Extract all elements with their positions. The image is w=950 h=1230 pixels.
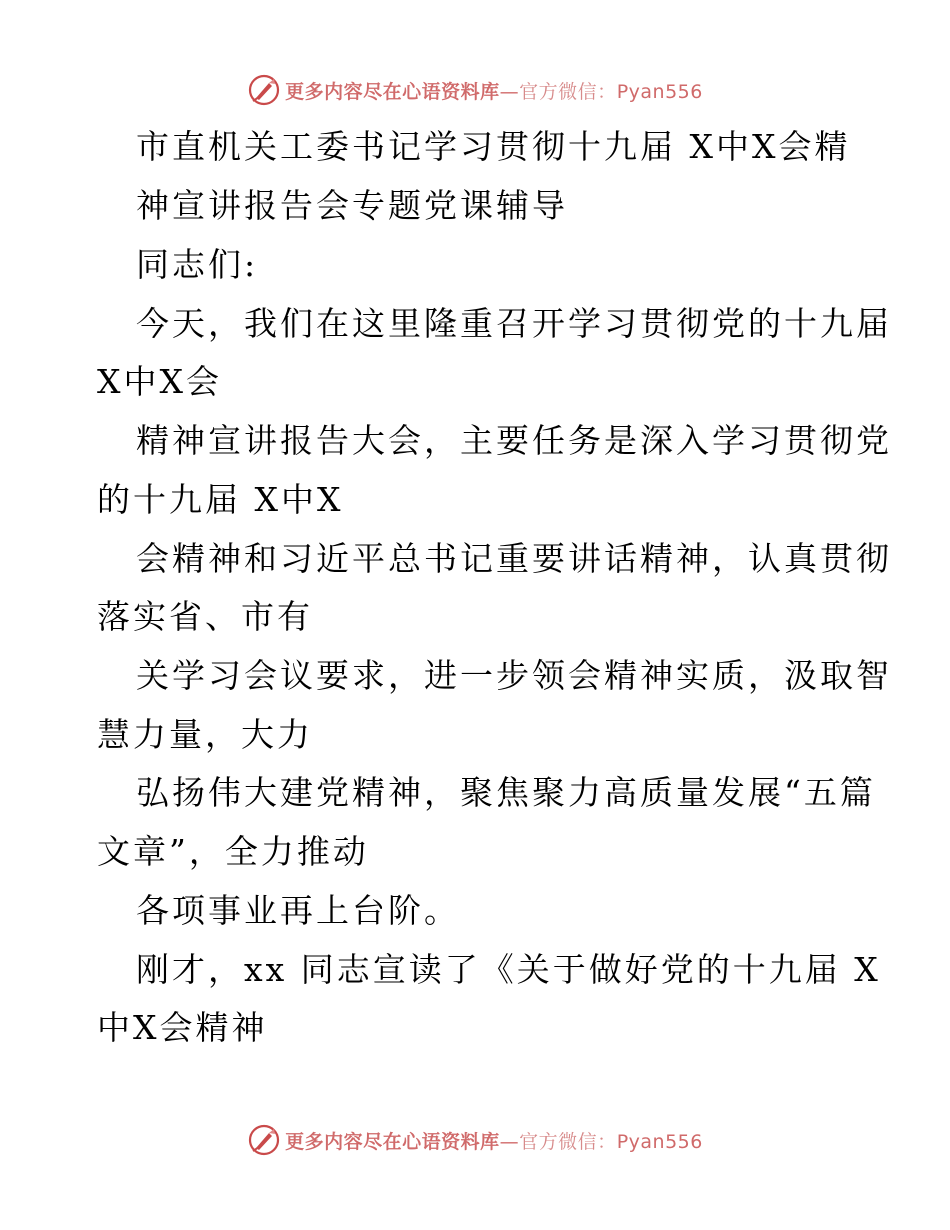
- watermark-official-label: 官方微信：: [519, 80, 617, 103]
- doc-line: 中X会精神: [97, 1008, 268, 1047]
- doc-line: 文章”，全力推动: [97, 832, 369, 871]
- doc-line: 各项事业再上台阶。: [136, 891, 460, 930]
- doc-line: 落实省、市有: [97, 597, 313, 636]
- doc-title-line-2: 神宣讲报告会专题党课辅导: [136, 186, 568, 225]
- doc-line: 弘扬伟大建党精神，聚焦聚力高质量发展“五篇: [136, 773, 876, 812]
- watermark-official-label: 官方微信：: [519, 1130, 617, 1153]
- watermark-account: Pyan556: [616, 80, 703, 103]
- watermark-account: Pyan556: [616, 1130, 703, 1153]
- doc-line: X中X会: [97, 362, 222, 401]
- doc-line: 关学习会议要求，进一步领会精神实质，汲取智: [136, 656, 892, 695]
- doc-line: 会精神和习近平总书记重要讲话精神，认真贯彻: [136, 539, 892, 578]
- watermark-separator: —: [499, 80, 520, 103]
- quill-logo-icon: [247, 1123, 281, 1157]
- doc-line: 精神宣讲报告大会，主要任务是深入学习贯彻党: [136, 421, 892, 460]
- doc-salutation: 同志们:: [136, 245, 259, 284]
- doc-line: 慧力量，大力: [97, 715, 313, 754]
- watermark-brand: 更多内容尽在心语资料库: [285, 1130, 500, 1153]
- doc-line: 的十九届 X中X: [97, 480, 344, 519]
- watermark-text: [285, 1127, 703, 1154]
- footer-watermark: [0, 1120, 950, 1160]
- doc-title-line-1: 市直机关工委书记学习贯彻十九届 X中X会精: [136, 127, 851, 166]
- doc-line: 刚才，xx 同志宣读了《关于做好党的十九届 X: [136, 950, 881, 989]
- doc-line: 今天，我们在这里隆重召开学习贯彻党的十九届: [136, 304, 892, 343]
- watermark-brand: 更多内容尽在心语资料库: [285, 80, 500, 103]
- watermark-separator: —: [499, 1130, 520, 1153]
